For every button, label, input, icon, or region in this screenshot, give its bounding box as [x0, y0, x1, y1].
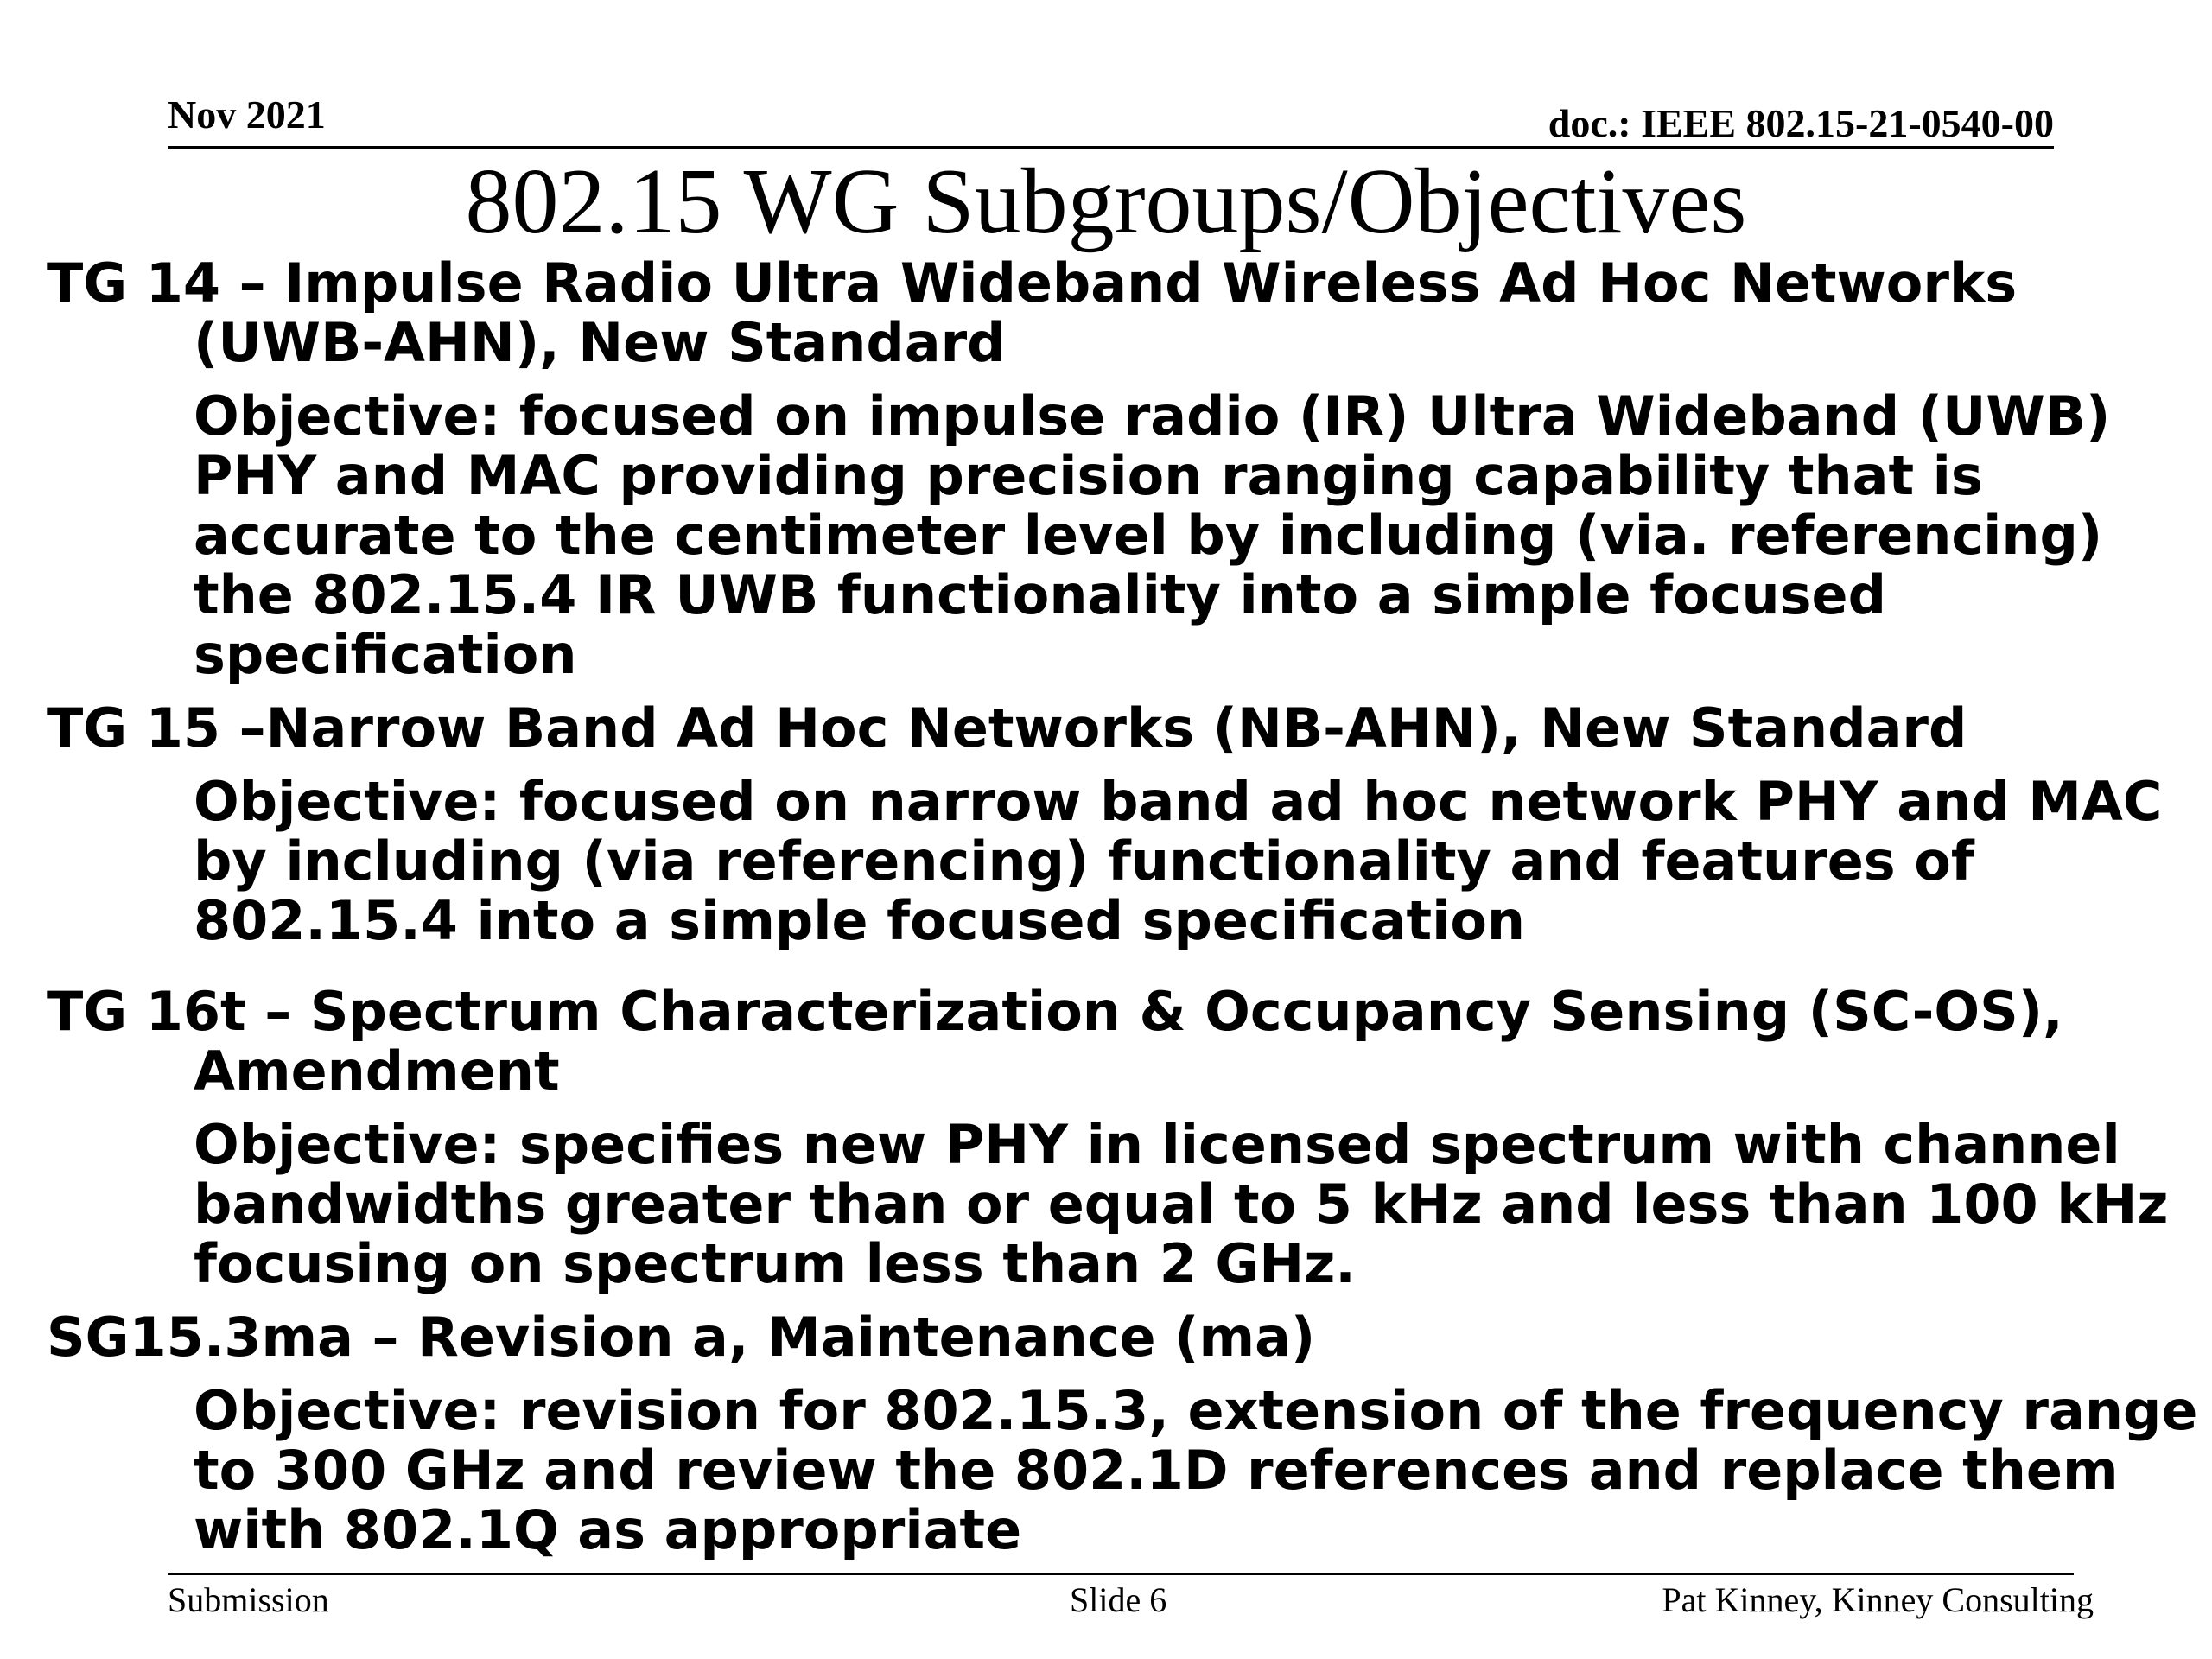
footer-slide-number: Slide 6	[1070, 1580, 1167, 1619]
header-date: Nov 2021	[168, 92, 326, 137]
group-title: TG 14 – Impulse Radio Ultra Wideband Wireless Ad Hoc Networks (UWB-AHN), New Standard	[47, 251, 2018, 374]
group-objective: Objective: specifies new PHY in licensed spectrum with channel bandwidths greater than or equal to 5 kHz and less than 100 kHz focusing on spectrum less than 2 GHz.	[194, 1113, 2169, 1295]
group-objective: Objective: focused on narrow band ad hoc network PHY and MAC by including (via referencing) functionality and features of 802.15.4 into a simple focused specification	[194, 770, 2163, 952]
group-tg16t	[47, 982, 2198, 1294]
group-title: TG 15 –Narrow Band Ad Hoc Networks (NB-AHN), New Standard	[47, 696, 1967, 760]
footer-divider	[168, 1573, 2074, 1575]
group-tg14	[47, 253, 2198, 684]
group-sg15-3ma	[47, 1307, 2198, 1560]
slide-title: 802.15 WG Subgroups/Objectives	[465, 150, 1747, 253]
group-title: SG15.3ma – Revision a, Maintenance (ma)	[47, 1306, 1316, 1369]
footer-author: Pat Kinney, Kinney Consulting	[1662, 1580, 2094, 1619]
header-doc-id: doc.: IEEE 802.15-21-0540-00	[1548, 101, 2054, 145]
group-tg15	[47, 698, 2198, 950]
group-title: TG 16t – Spectrum Characterization & Occupancy Sensing (SC-OS), Amendment	[47, 980, 2063, 1103]
group-objective: Objective: revision for 802.15.3, extension of the frequency range to 300 GHz and review the 802.1D references and replace them with 802.1Q as appropriate	[194, 1379, 2198, 1561]
slide-content	[47, 253, 2198, 1560]
group-objective: Objective: focused on impulse radio (IR) Ultra Wideband (UWB) PHY and MAC providing precision ranging capability that is accurate to the centimeter level by including (via. referencing) the 802.15.4 IR UWB functionality into a simple focused specification	[194, 385, 2111, 686]
footer-submission: Submission	[168, 1580, 329, 1619]
header-divider	[168, 146, 2054, 149]
